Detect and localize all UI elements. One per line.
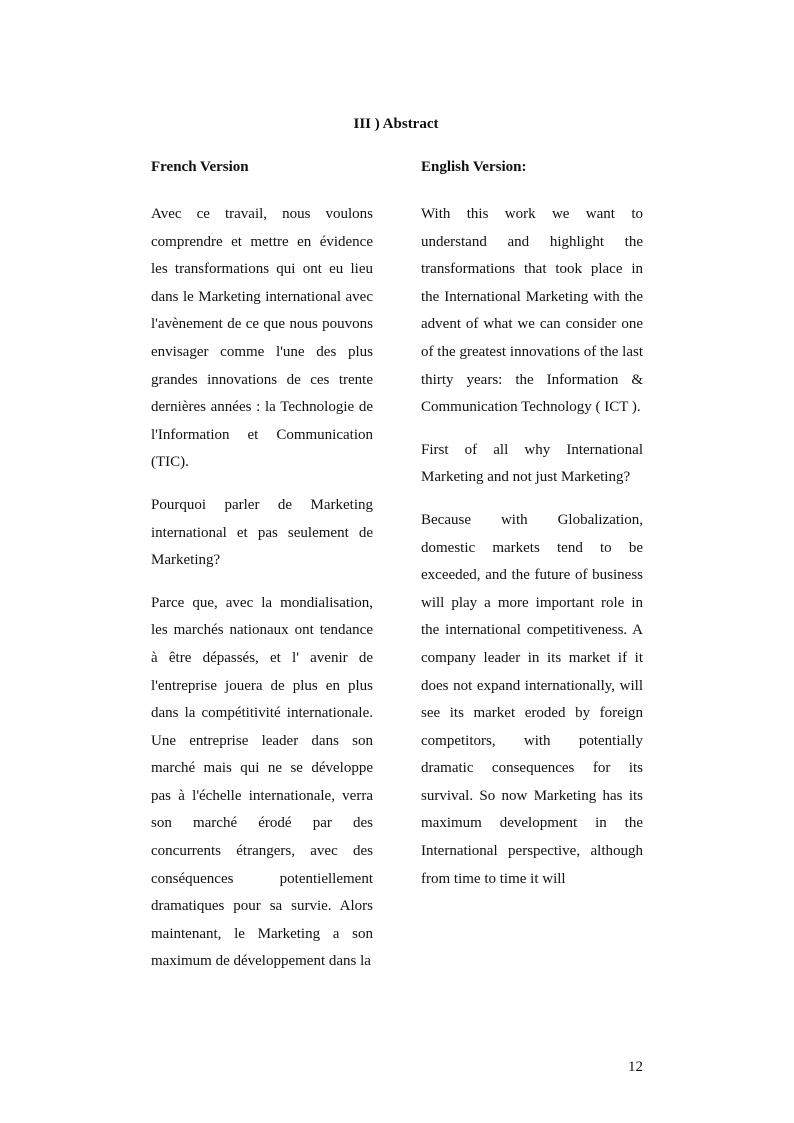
page-number: 12 bbox=[628, 1059, 643, 1075]
page-title bbox=[0, 114, 794, 134]
french-paragraph-1: Avec ce travail, nous voulons comprendre et mettre en évidence les transformations qui ont eu lieu dans le Marketing international avec l'avènement de ce que nous pouvons envisager comme l'une des plus grandes innovations de ces trente dernières années : la Technologie de l'Information et Communication (TIC). bbox=[151, 206, 373, 471]
english-paragraph-2: First of all why International Marketing and not just Marketing? bbox=[421, 441, 643, 486]
english-paragraph-1: With this work we want to understand and highlight the transformations that took place in the International Marketing with the advent of what we can consider one of the greatest innovations of the last thirty years: the Information & Communication Technology ( ICT ). bbox=[421, 206, 643, 416]
english-paragraph-3: Because with Globalization, domestic markets tend to be exceeded, and the future of business will play a more important role in the international competitiveness. A company leader in its market if it does not expand internationally, will see its market eroded by foreign competitors, with potentially dramatic consequences for its survival. So now Marketing has its maximum development in the International perspective, although from time to time it will bbox=[421, 511, 643, 887]
french-paragraph-2: Pourquoi parler de Marketing international et pas seulement de Marketing? bbox=[151, 496, 373, 569]
page-title-text: III ) Abstract bbox=[353, 116, 439, 132]
english-version-heading: English Version: bbox=[421, 159, 527, 175]
french-version-column bbox=[151, 157, 373, 991]
french-paragraph-3: Parce que, avec la mondialisation, les marchés nationaux ont tendance à être dépassés, et l' avenir de l'entreprise jouera de plus en plus dans la compétitivité internationale. Une entreprise leader dans son marché mais qui ne se développe pas à l'échelle internationale, verra son marché érodé par des concurrents étrangers, avec des conséquences potentiellement dramatiques pour sa survie. Alors maintenant, le Marketing a son maximum de développement dans la bbox=[151, 594, 373, 970]
english-version-column bbox=[421, 157, 643, 908]
french-version-heading: French Version bbox=[151, 159, 249, 175]
